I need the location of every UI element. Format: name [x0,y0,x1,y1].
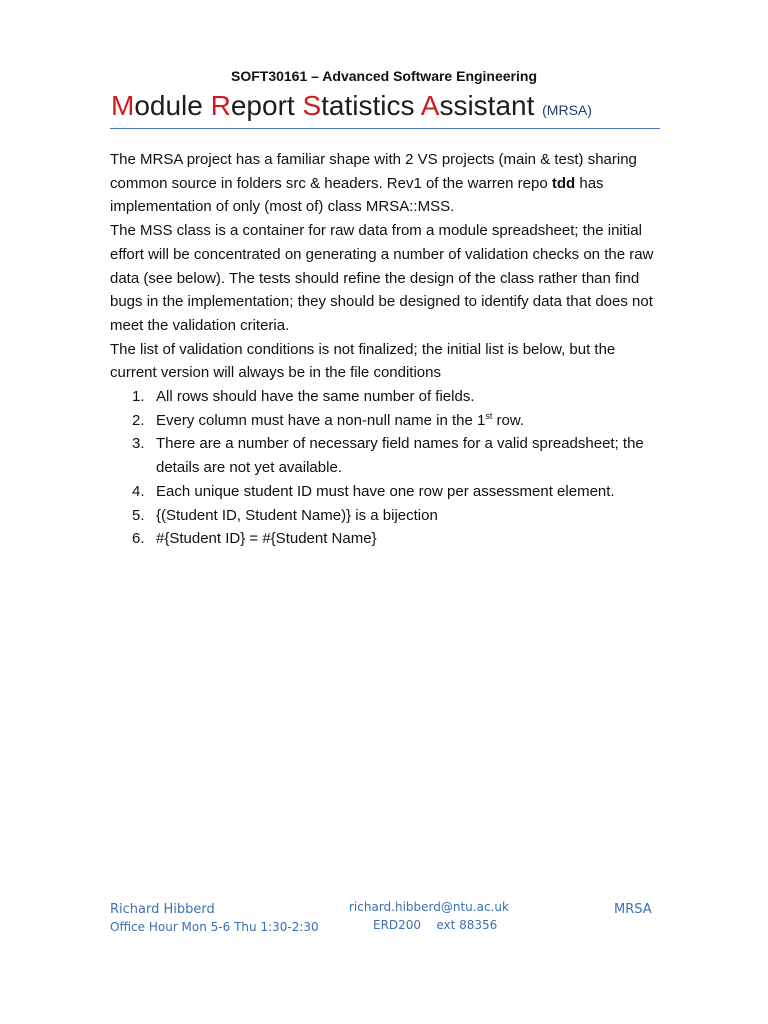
body-text [110,148,655,551]
list-number: 5. [132,506,145,524]
repo-name: tdd [551,174,576,192]
list-item [110,385,655,409]
paragraph-intro [110,148,655,219]
title-divider [110,128,660,129]
list-number: 6. [132,530,145,548]
title-rest-a: ssistant [439,90,543,121]
author-name: Richard Hibberd [110,902,215,917]
title-rest-m: odule [134,90,211,121]
title-abbreviation: (MRSA) [542,102,592,118]
list-item [110,432,655,479]
title-rest-s: tatistics [321,90,421,121]
list-text: All rows should have the same number of fields. [156,388,475,406]
title-rest-r: eport [230,90,303,121]
list-number: 4. [132,482,145,500]
list-number: 3. [132,435,145,453]
conditions-list [110,385,655,551]
list-text-end: row. [492,411,525,429]
course-title: SOFT30161 – Advanced Software Engineering [230,68,538,84]
list-text: There are a number of necessary field names for a valid spreadsheet; the details are not yet available. [156,435,644,477]
intro-text: The MRSA project has a familiar shape with 2 VS projects (main & test) sharing common source in folders src & headers. Rev1 of the warren repo [110,151,637,192]
ordinal-suffix: st [485,410,493,421]
paragraph-mss: The MSS class is a container for raw data from a module spreadsheet; the initial effort will be concentrated on generating a number of validation checks on the raw data (see below). The tests should refine the design of the class rather than find bugs in the implementation; they should be designed to identify data that does not meet the validation criteria. [110,222,654,334]
list-number: 2. [132,411,145,429]
list-text: #{Student ID} = #{Student Name} [156,530,377,548]
list-item [110,527,655,551]
list-text: Every column must have a non-null name in the 1 [156,411,486,429]
room-extension: ERD200 ext 88356 [373,918,498,932]
title-cap-r: R [210,90,231,121]
list-item [110,409,655,433]
page-title [111,86,656,130]
list-item [110,480,655,504]
project-tag: MRSA [614,902,652,917]
intro-text-end: has implementation of only (most of) class MRSA::MSS. [110,174,604,216]
title-cap-a: A [420,90,440,121]
author-email: richard.hibberd@ntu.ac.uk [349,900,509,914]
list-number: 1. [132,388,145,406]
office-hours: Office Hour Mon 5-6 Thu 1:30-2:30 [110,920,319,934]
title-cap-m: M [111,90,135,121]
title-cap-s: S [302,90,322,121]
list-item [110,504,655,528]
paragraph-conditions: The list of validation conditions is not finalized; the initial list is below, but the current version will always be in the file conditions [110,340,616,382]
list-text: {(Student ID, Student Name)} is a bijection [156,506,438,524]
list-text: Each unique student ID must have one row per assessment element. [156,482,615,500]
